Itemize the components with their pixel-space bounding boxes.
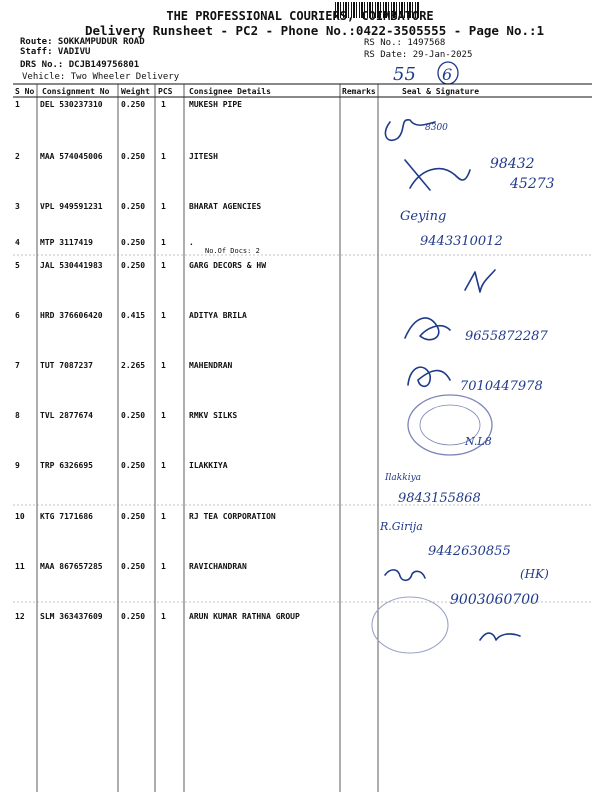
cell-weight: 0.250 (121, 238, 146, 247)
cell-weight: 0.250 (121, 411, 146, 420)
cell-weight: 0.250 (121, 512, 146, 521)
signature-text-row-9: 9843155868 (398, 491, 481, 506)
cell-consignment: TUT 7087237 (40, 361, 93, 370)
signature-note-row-11: (HK) (520, 567, 549, 581)
cell-sno: 4 (15, 238, 20, 247)
cell-pcs: 1 (161, 311, 166, 320)
cell-consignee: GARG DECORS & HW (189, 261, 267, 270)
cell-consignee: RMKV SILKS (189, 411, 238, 420)
signature-row-2 (405, 160, 470, 190)
cell-pcs: 1 (161, 238, 166, 247)
cell-consignee: ARUN KUMAR RATHNA GROUP (189, 612, 300, 621)
col-header-signature: Seal & Signature (402, 87, 480, 96)
signature-row-7 (408, 367, 450, 386)
col-header-sno: S No (15, 87, 35, 96)
cell-sno: 11 (15, 562, 25, 571)
cell-weight: 0.250 (121, 612, 146, 621)
company-title: THE PROFESSIONAL COURIERS, COIMBATORE (166, 9, 434, 23)
cell-pcs: 1 (161, 461, 166, 470)
cell-consignment: JAL 530441983 (40, 261, 103, 270)
cell-consignment: VPL 949591231 (40, 202, 103, 211)
col-header-consignment: Consignment No (42, 87, 110, 96)
cell-consignment: SLM 363437609 (40, 612, 103, 621)
cell-consignee: ILAKKIYA (189, 461, 228, 470)
signature-phone-row-10: 9442630855 (428, 544, 511, 559)
cell-weight: 0.250 (121, 152, 146, 161)
col-header-weight: Weight (121, 87, 150, 96)
signature-text-row-3: Geying (400, 209, 447, 224)
col-header-remarks: Remarks (342, 87, 376, 96)
cell-consignment: TRP 6326695 (40, 461, 93, 470)
cell-sno: 5 (15, 261, 20, 270)
cell-pcs: 1 (161, 261, 166, 270)
cell-sno: 1 (15, 100, 20, 109)
col-header-pcs: PCS (158, 87, 173, 96)
cell-weight: 0.250 (121, 461, 146, 470)
staff-label: Staff: VADIVU (20, 47, 91, 57)
cell-sno: 12 (15, 612, 25, 621)
cell-consignee: RJ TEA CORPORATION (189, 512, 276, 521)
cell-pcs: 1 (161, 562, 166, 571)
signature-row-11 (385, 570, 425, 580)
signature-text-row-1: 8300 (425, 123, 448, 133)
cell-pcs: 1 (161, 361, 166, 370)
cell-consignee: MAHENDRAN (189, 361, 233, 370)
seal-stamp-row-12 (372, 597, 448, 653)
cell-weight: 0.250 (121, 100, 146, 109)
cell-consignment: MAA 574045006 (40, 152, 103, 161)
runsheet-title: Delivery Runsheet - PC2 - Phone No.:0422-3505555 - Page No.:1 (85, 23, 545, 38)
signature-row-6 (405, 318, 450, 340)
signature-text-row-2a: 98432 (490, 156, 535, 172)
cell-weight: 0.250 (121, 202, 146, 211)
cell-pcs: 1 (161, 202, 166, 211)
cell-pcs: 1 (161, 152, 166, 161)
cell-consignment: HRD 376606420 (40, 311, 103, 320)
cell-sno: 2 (15, 152, 20, 161)
signature-name-row-10: R.Girija (380, 520, 423, 533)
drs-number: DRS No.: DCJB149756801 (20, 60, 140, 70)
cell-sno: 7 (15, 361, 20, 370)
signature-phone-row-11: 9003060700 (450, 592, 540, 608)
vehicle-label: Vehicle: Two Wheeler Delivery (22, 72, 180, 82)
cell-weight: 0.250 (121, 261, 146, 270)
signature-text-row-4: 9443310012 (420, 234, 503, 249)
cell-consignee: ADITYA BRILA (189, 311, 247, 320)
cell-sno: 8 (15, 411, 20, 420)
cell-consignment: KTG 7171686 (40, 512, 93, 521)
cell-consignee: . (189, 238, 194, 247)
cell-sno: 3 (15, 202, 20, 211)
cell-sno: 6 (15, 311, 20, 320)
cell-consignee: MUKESH PIPE (189, 100, 242, 109)
col-header-consignee: Consignee Details (189, 87, 271, 96)
cell-sno: 10 (15, 512, 25, 521)
handwritten-count: 55 (393, 64, 416, 85)
route-label: Route: SOKKAMPUDUR ROAD (20, 37, 145, 47)
signature-row-12 (480, 633, 520, 640)
signature-name-row-9: Ilakkiya (385, 473, 422, 483)
rs-number: RS No.: 1497568 (364, 38, 446, 48)
handwritten-circle-number: 6 (442, 65, 453, 84)
signature-row-5 (465, 270, 495, 292)
signature-column (370, 100, 595, 700)
cell-consignment: DEL 530237310 (40, 100, 103, 109)
cell-pcs: 1 (161, 512, 166, 521)
cell-pcs: 1 (161, 612, 166, 621)
cell-pcs: 1 (161, 411, 166, 420)
cell-weight: 0.250 (121, 562, 146, 571)
signature-text-row-7: 7010447978 (460, 379, 543, 394)
cell-weight: 0.415 (121, 311, 146, 320)
rs-date: RS Date: 29-Jan-2025 (364, 50, 473, 60)
signature-text-row-2b: 45273 (510, 176, 555, 192)
cell-consignment: TVL 2877674 (40, 411, 93, 420)
cell-sno: 9 (15, 461, 20, 470)
cell-pcs: 1 (161, 100, 166, 109)
cell-consignment: MAA 867657285 (40, 562, 103, 571)
cell-consignee: RAVICHANDRAN (189, 562, 247, 571)
cell-consignee: JITESH (189, 152, 218, 161)
signature-text-row-8: N.L8 (465, 435, 492, 448)
cell-consignment: MTP 3117419 (40, 238, 93, 247)
cell-note: No.Of Docs: 2 (205, 247, 260, 255)
signature-text-row-6: 9655872287 (465, 329, 548, 344)
cell-weight: 2.265 (121, 361, 146, 370)
cell-consignee: BHARAT AGENCIES (189, 202, 262, 211)
